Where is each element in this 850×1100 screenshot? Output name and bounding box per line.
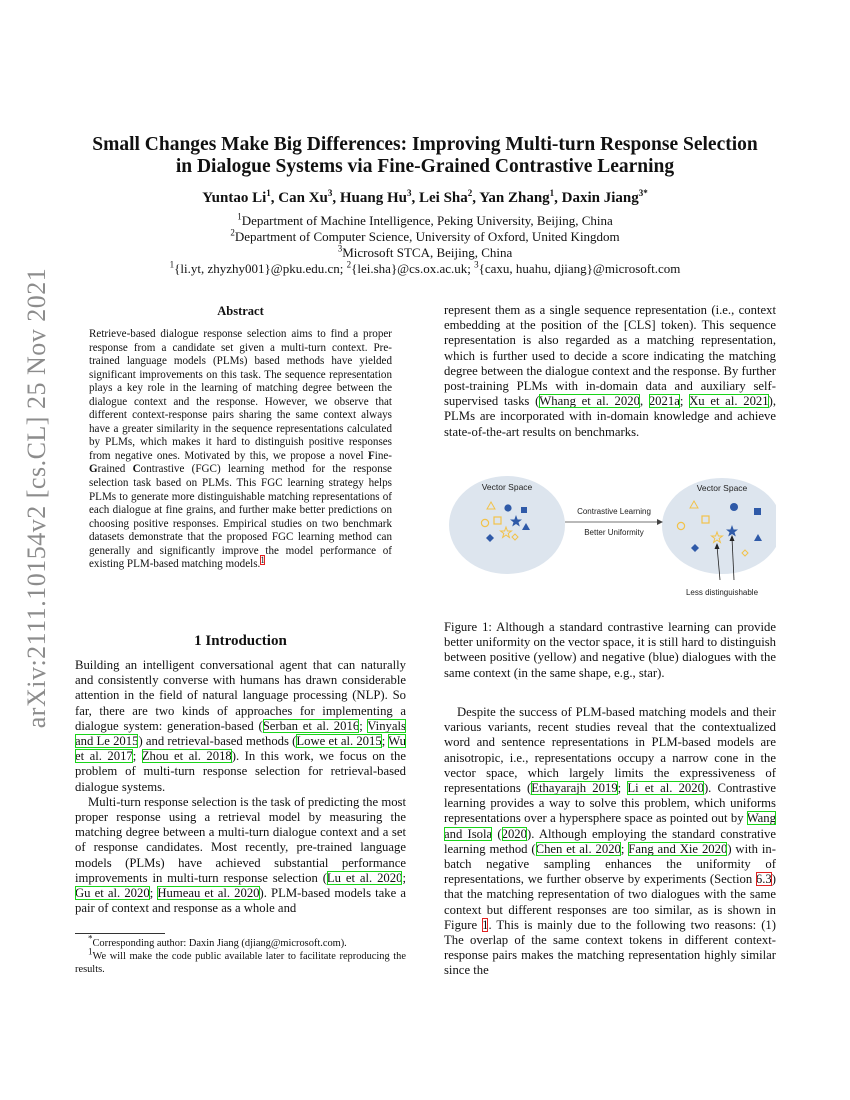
author-name: Yan Zhang	[479, 190, 550, 206]
citation-link[interactable]: Chen et al. 2020	[535, 841, 621, 856]
blue-square-marker	[754, 508, 761, 515]
author-separator: ,	[472, 190, 480, 206]
blue-circle-marker	[730, 503, 738, 511]
author-affiliation-mark: 1	[266, 188, 271, 198]
citation-link[interactable]: Lu et al. 2020	[326, 870, 403, 885]
author-affiliation-mark: 3	[327, 188, 333, 198]
affiliation-2: $^2$Department of Computer Science, University of Oxford, United Kingdom	[230, 227, 620, 244]
arrow-label-bottom: Better Uniformity	[584, 528, 644, 537]
citation-link[interactable]: Fang and Xie 2020	[628, 841, 728, 856]
abstract-body: Retrieve-based dialogue response selection aims to find a proper response from a candidate set given a multi-turn context. Pre-trained language models (PLMs) based methods have yielded significant improvements on this task. The sequence representation plays a key role in the learning of matching degree between the dialogue context and the response. However, we observe that different context-response pairs sharing the same context always have a greater similarity in the sequence representations calculated by PLMs, which makes it hard to distinguish positive responses from negative ones. Motivated by this, we propose a novel Fine-Grained Contrastive (FGC) learning method for the response selection task based on PLMs. This FGC learning strategy helps PLMs to generate more distinguishable matching representations of each dialogue at fine grains, and further make better predictions on choosing positive responses. Empirical studies on two benchmark datasets demonstrate that the proposed FGC learning method can generally and significantly improve the model performance of existing PLM-based matching models.$^1$	[89, 328, 392, 571]
citation-link[interactable]: Humeau et al. 2020	[157, 886, 260, 901]
author-emails: $^1${li.yt, zhyzhy001}@pku.edu.cn; $^2${lei.sha}@cs.ox.ac.uk; $^3${caxu, huahu, djiang}@microsoft.com	[169, 259, 681, 276]
intro-paragraph-1: Building an intelligent conversational agent that can naturally and consistently converse with humans has drawn considerable attention in the field of natural language processing (NLP). So far, there are two kinds of approaches for implementing a dialogue system: generation-based (Serban et al. 2016; Vinyals and Le 2015) and retrieval-based methods (Lowe et al. 2015; Wu et al. 2017; Zhou et al. 2018). In this work, we focus on the problem of multi-turn response selection for retrieval-based dialogue systems.	[75, 658, 407, 794]
citation-link[interactable]: Wang and Isola	[444, 811, 776, 841]
left-space-label: Vector Space	[481, 482, 533, 492]
less-distinguishable-note: Less distinguishable	[685, 588, 759, 597]
author-separator: ,	[332, 190, 340, 206]
right-space-label: Vector Space	[696, 483, 748, 493]
section-heading-introduction: 1 Introduction	[194, 633, 287, 649]
author-name: Yuntao Li	[202, 190, 267, 206]
citation-link[interactable]: 2021a	[648, 394, 680, 409]
footnote-code: $^1$We will make the code public available later to facilitate reproducing the results.	[75, 946, 406, 975]
citation-link[interactable]: Whang et al. 2020	[539, 394, 640, 409]
author-affiliation-mark: 3	[407, 188, 412, 198]
blue-square-marker	[521, 507, 527, 513]
section-link[interactable]: 6.3	[755, 872, 772, 887]
citation-link[interactable]: Vinyals and Le 2015	[75, 718, 406, 749]
abstract-heading: Abstract	[217, 304, 264, 318]
citation-link[interactable]: Li et al. 2020	[627, 781, 704, 796]
footnotes	[75, 933, 406, 976]
author-separator: ,	[554, 190, 562, 206]
affiliation-3: $^3$Microsoft STCA, Beijing, China	[337, 243, 513, 260]
author-name: Lei Sha	[419, 190, 468, 206]
citation-link[interactable]: 2020	[501, 826, 527, 841]
author-affiliation-mark: 1	[549, 188, 555, 198]
figure-1-diagram	[444, 470, 776, 610]
author-name: Huang Hu	[339, 190, 407, 206]
citation-link[interactable]: Xu et al. 2021	[689, 394, 769, 409]
citation-link[interactable]: Gu et al. 2020	[75, 886, 150, 901]
author-list	[70, 190, 780, 207]
citation-link[interactable]: Serban et al. 2016	[262, 718, 360, 733]
arrow-label-top: Contrastive Learning	[577, 507, 651, 516]
footnote-corresponding: *Corresponding author: Daxin Jiang (djiang@microsoft.com).	[88, 933, 347, 949]
arxiv-stamp: arXiv:2111.10154v2 [cs.CL] 25 Nov 2021	[22, 267, 51, 729]
citation-link[interactable]: Zhou et al. 2018	[141, 749, 232, 764]
intro-paragraph-2: Multi-turn response selection is the task of predicting the most proper response using a retrieval model by measuring the matching degree between a multi-turn dialogue context and a set of response candidates. Most recently, pre-trained language models (PLMs) have achieved substantial performance improvements in multi-turn response selection (Lu et al. 2020; Gu et al. 2020; Humeau et al. 2020). PLM-based models take a pair of context and response as a whole and	[75, 794, 406, 916]
right-paragraph-2: Despite the success of PLM-based matching models and their various variants, recent studies reveal that the contextualized word and sentence representations in PLM-based models are anisotropic, i.e., representations occupy a narrow cone in the vector space, which largely limits the expressiveness of representations (Ethayarajh 2019; Li et al. 2020). Contrastive learning provides a way to solve this problem, which uniforms representations over a hypersphere space as pointed out by Wang and Isola (2020). Although employing the standard constrative learning method (Chen et al. 2020; Fang and Xie 2020) with in-batch negative sampling enhances the uniformity of representations, we further observe by experiments (Section 6.3) that the matching representation of two dialogues with the same context but different responses are too similar, as is shown in Figure 1. This is mainly due to the following two reasons: (1) The overlap of the same context tokens in different context-response pairs makes the matching representation highly similar since the	[444, 705, 776, 978]
figure-1-caption: Figure 1: Although a standard contrastive learning can provide better uniformity on the vector space, it is still hard to distinguish between positive (yellow) and negative (blue) dialogues with the same context (in the same shape, e.g., star).	[444, 620, 776, 680]
author-name: Daxin Jiang	[561, 190, 639, 206]
footnote-link[interactable]: 1	[260, 554, 265, 565]
affiliation-1: $^1$Department of Machine Intelligence, Peking University, Beijing, China	[237, 211, 613, 228]
intro-column	[75, 658, 406, 916]
author-affiliation-mark: 2	[467, 188, 473, 198]
right-paragraph-1: represent them as a single sequence representation (i.e., context embedding at the position of the [CLS] token). This sequence representation is also regarded as a matching representation, which is further used to decide a score indicating the matching degree between the dialogue context and the response. By further post-training PLMs with in-domain data and auxiliary self-supervised tasks (Whang et al. 2020, 2021a; Xu et al. 2021), PLMs are incorporated with in-domain knowledge and achieve state-of-the-art results on benchmarks.	[444, 303, 777, 439]
figure-link[interactable]: 1	[482, 917, 489, 932]
paper-title: Small Changes Make Big Differences: Improving Multi-turn Response Selection in Dialogue Systems via Fine-Grained Contrastive Learning	[92, 134, 758, 177]
author-name: Can Xu	[278, 190, 328, 206]
author-separator: ,	[270, 190, 279, 206]
citation-link[interactable]: Ethayarajh 2019	[531, 781, 618, 796]
blue-circle-marker	[504, 504, 511, 511]
author-affiliation-mark: 3*	[638, 188, 648, 198]
citation-link[interactable]: Lowe et al. 2015	[296, 734, 382, 749]
citation-link[interactable]: Wu et al. 2017	[75, 734, 407, 764]
author-separator: ,	[411, 190, 419, 206]
